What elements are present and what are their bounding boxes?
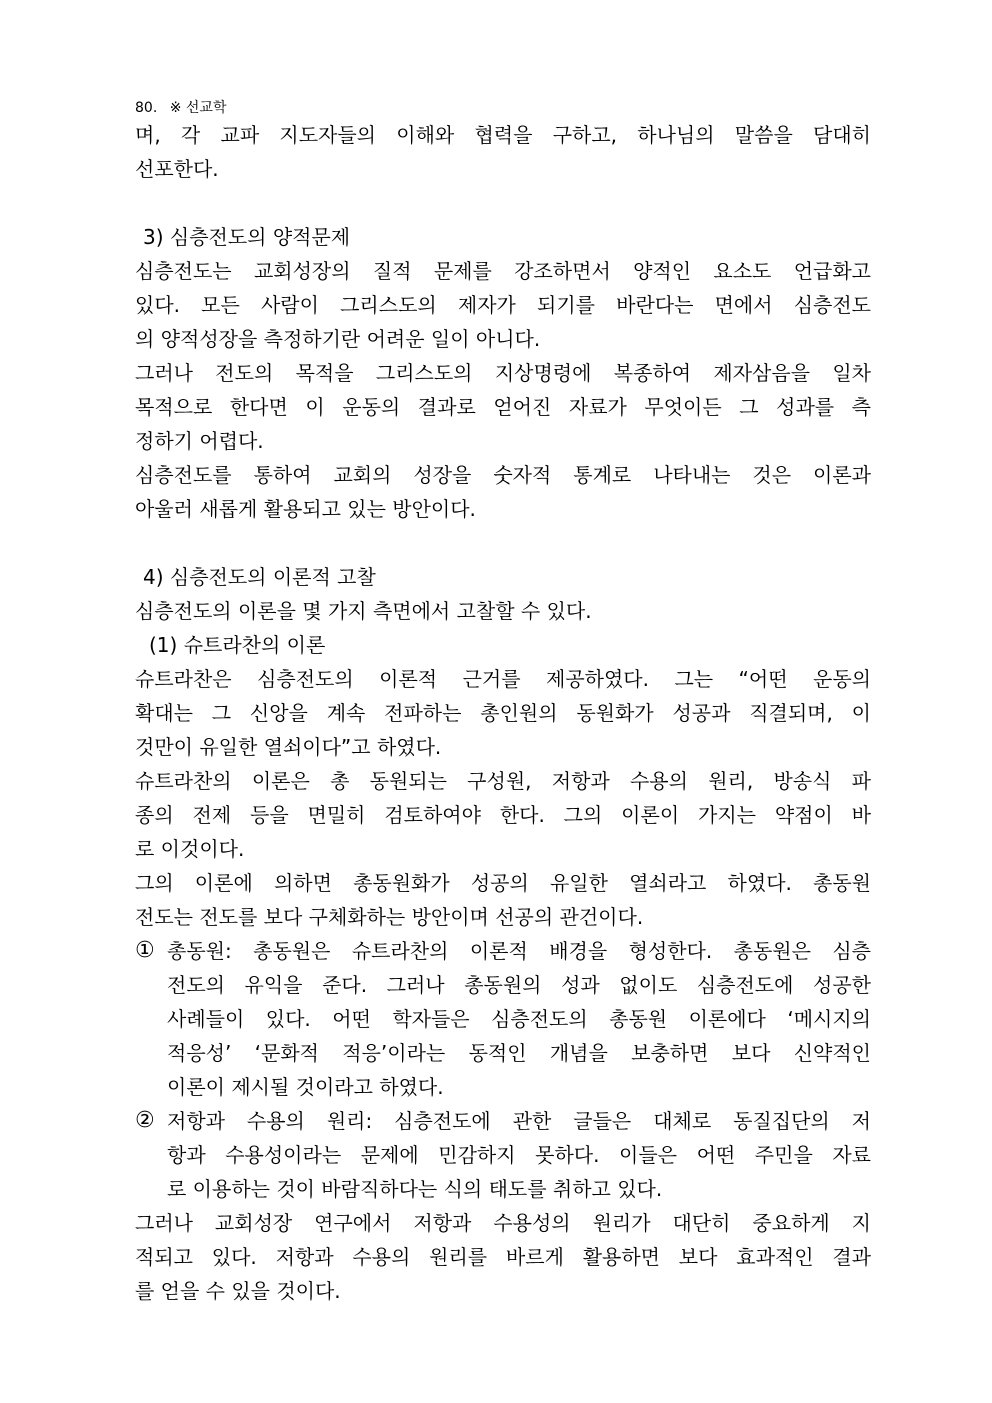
text-line: 심층전도를 통하여 교회의 성장을 숫자적 통계로 나타내는 것은 이론과 (135, 463, 871, 487)
text-line: 총동원: 총동원은 슈트라찬의 이론적 배경을 형성한다. 총동원은 심층 (167, 939, 871, 963)
text-line: 있다. 모든 사람이 그리스도의 제자가 되기를 바란다는 면에서 심층전도 (135, 293, 871, 317)
text-line: 목적으로 한다면 이 운동의 결과로 얻어진 자료가 무엇이든 그 성과를 측 (135, 395, 871, 419)
text-line: 항과 수용성이라는 문제에 민감하지 못하다. 이들은 어떤 주민을 자료 (167, 1143, 871, 1167)
text-line: 확대는 그 신앙을 계속 전파하는 총인원의 동원화가 성공과 직결되며, 이 (135, 701, 871, 725)
text-line: 그러나 교회성장 연구에서 저항과 수용성의 원리가 대단히 중요하게 지 (135, 1211, 871, 1235)
text-line: 그의 이론에 의하면 총동원화가 성공의 유일한 열쇠라고 하였다. 총동원 (135, 871, 871, 895)
section-heading: 3) 심층전도의 양적문제 (143, 225, 351, 249)
text-line: 아울러 새롭게 활용되고 있는 방안이다. (135, 497, 476, 521)
text-line: 선포한다. (135, 157, 219, 181)
text-line: 전도는 전도를 보다 구체화하는 방안이며 선공의 관건이다. (135, 905, 644, 929)
text-line: 며, 각 교파 지도자들의 이해와 협력을 구하고, 하나님의 말씀을 담대히 (135, 123, 871, 147)
text-line: 심층전도는 교회성장의 질적 문제를 강조하면서 양적인 요소도 언급화고 (135, 259, 871, 283)
text-line: 슈트라찬은 심층전도의 이론적 근거를 제공하였다. 그는 “어떤 운동의 (135, 667, 871, 691)
text-line: 전도의 유익을 준다. 그러나 총동원의 성과 없이도 심층전도에 성공한 (167, 973, 871, 997)
text-line: 적되고 있다. 저항과 수용의 원리를 바르게 활용하면 보다 효과적인 결과 (135, 1245, 871, 1269)
subsection-heading: (1) 슈트라찬의 이론 (149, 633, 326, 657)
text-line: 이론이 제시될 것이라고 하였다. (167, 1075, 444, 1099)
text-line: 를 얻을 수 있을 것이다. (135, 1279, 341, 1303)
text-line: 적응성’ ‘문화적 적응’이라는 동적인 개념을 보충하면 보다 신약적인 (167, 1041, 871, 1065)
text-line: 종의 전제 등을 면밀히 검토하여야 한다. 그의 이론이 가지는 약점이 바 (135, 803, 871, 827)
text-line: 것만이 유일한 열쇠이다”고 하였다. (135, 735, 442, 759)
section-title: ※ 선교학 (169, 100, 227, 116)
text-line: 로 이용하는 것이 바람직하다는 식의 태도를 취하고 있다. (167, 1177, 663, 1201)
text-line: 저항과 수용의 원리: 심층전도에 관한 글들은 대체로 동질집단의 저 (167, 1109, 871, 1133)
text-line: 슈트라찬의 이론은 총 동원되는 구성원, 저항과 수용의 원리, 방송식 파 (135, 769, 871, 793)
page-header (135, 98, 226, 118)
text-line: 사례들이 있다. 어떤 학자들은 심층전도의 총동원 이론에다 ‘메시지의 (167, 1007, 871, 1031)
section-heading: 4) 심층전도의 이론적 고찰 (143, 565, 376, 589)
circled-number-1: ① (135, 938, 155, 963)
text-line: 정하기 어렵다. (135, 429, 264, 453)
text-line: 의 양적성장을 측정하기란 어려운 일이 아니다. (135, 327, 541, 351)
page-number: 80. (135, 100, 158, 116)
circled-number-2: ② (135, 1108, 155, 1133)
text-line: 심층전도의 이론을 몇 가지 측면에서 고찰할 수 있다. (135, 599, 592, 623)
text-line: 로 이것이다. (135, 837, 245, 861)
text-line: 그러나 전도의 목적을 그리스도의 지상명령에 복종하여 제자삼음을 일차 (135, 361, 871, 385)
